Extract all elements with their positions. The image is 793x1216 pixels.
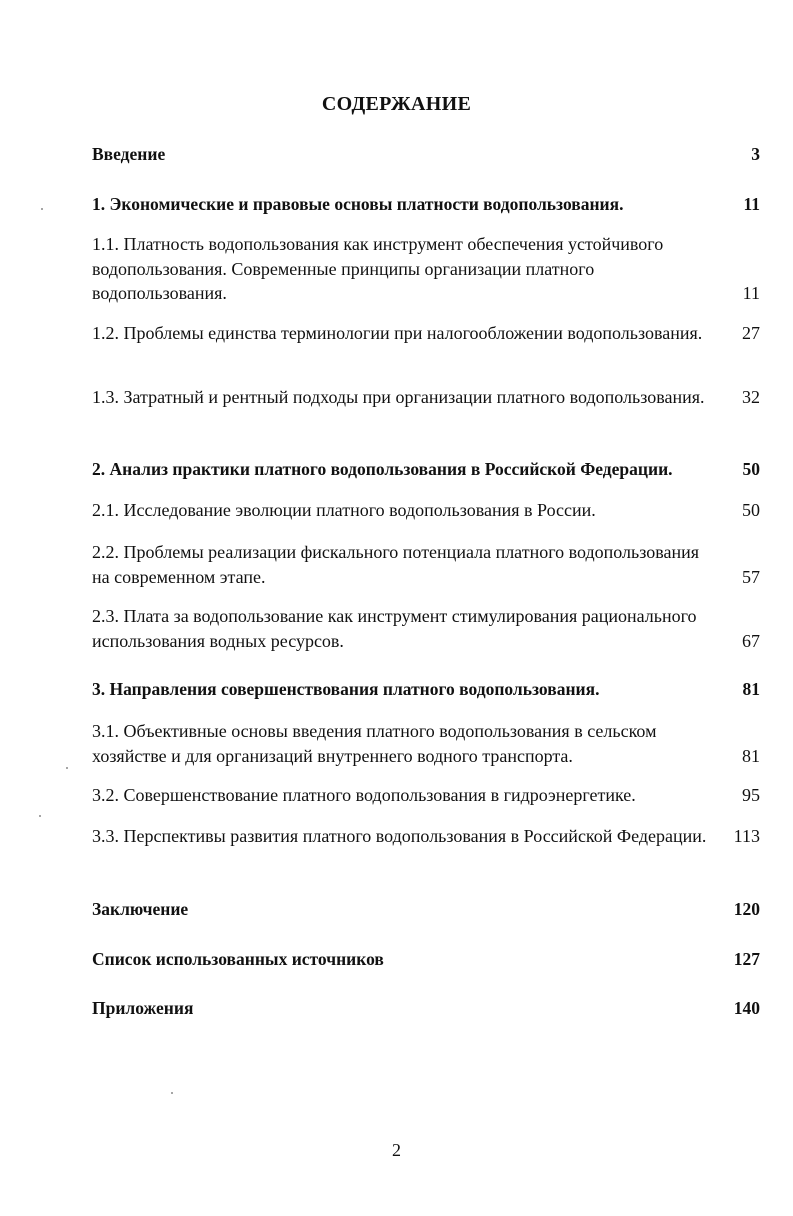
scan-speck <box>66 767 68 769</box>
toc-entry-chapter-2 <box>92 457 760 482</box>
toc-entry-text: 2.2. Проблемы реализации фискального потенциала платного водопользования на современном этапе. <box>92 542 700 587</box>
toc-entry-section-3-2 <box>92 783 760 808</box>
toc-entry-text: 2.1. Исследование эволюции платного водопользования в России. <box>92 500 596 520</box>
toc-entry-section-2-2 <box>92 540 760 589</box>
toc-entry-page: 81 <box>742 679 760 699</box>
toc-entry-page: 11 <box>742 283 760 303</box>
toc-entry-text: Список использованных источников <box>92 949 384 969</box>
toc-entry-text: Заключение <box>92 899 189 919</box>
toc-entry-section-3-1 <box>92 719 760 768</box>
toc-entry-text: 3.2. Совершенствование платного водопользования в гидроэнергетике. <box>92 785 636 805</box>
toc-entry-text: 2. Анализ практики платного водопользования в Российской Федерации. <box>92 459 673 479</box>
toc-entry-section-3-3 <box>92 824 760 849</box>
toc-entry-page: 50 <box>742 459 760 479</box>
toc-entry-text: Введение <box>92 144 166 164</box>
toc-entry-chapter-1 <box>92 192 760 217</box>
toc-entry-appendices <box>92 996 760 1021</box>
toc-entry-text: Приложения <box>92 998 194 1018</box>
toc-entry-text: 1.1. Платность водопользования как инструмент обеспечения устойчивого водопользования. Современные принципы организации платного водопользования. <box>92 234 664 303</box>
toc-entry-page: 67 <box>742 630 760 651</box>
toc-entry-section-1-3 <box>92 385 760 410</box>
toc-entry-text: 1. Экономические и правовые основы платности водопользования. <box>92 194 624 214</box>
toc-entry-page: 127 <box>733 949 760 969</box>
toc-entry-text: 1.3. Затратный и рентный подходы при организации платного водопользования. <box>92 387 705 407</box>
toc-entry-introduction <box>92 142 760 167</box>
toc-entry-section-2-1 <box>92 498 760 523</box>
toc-entry-page: 81 <box>742 745 760 766</box>
page-number: 2 <box>392 1140 401 1160</box>
toc-entry-page: 140 <box>733 998 760 1018</box>
scan-speck <box>171 1092 173 1094</box>
toc-entry-page: 57 <box>742 566 760 587</box>
toc-entry-text: 1.2. Проблемы единства терминологии при налогообложении водопользования. <box>92 323 703 343</box>
toc-entry-page: 32 <box>742 387 760 407</box>
toc-entry-page: 120 <box>733 899 760 919</box>
toc-entry-page: 27 <box>742 323 760 343</box>
toc-entry-text: 3. Направления совершенствования платного водопользования. <box>92 679 600 699</box>
toc-entry-text: 2.3. Плата за водопользование как инструмент стимулирования рационального использования водных ресурсов. <box>92 606 697 651</box>
toc-entry-text: 3.1. Объективные основы введения платного водопользования в сельском хозяйстве и для организаций внутреннего водного транспорта. <box>92 721 657 766</box>
toc-entry-section-1-2 <box>92 321 760 346</box>
page-title: СОДЕРЖАНИЕ <box>321 93 472 115</box>
toc-entry-page: 11 <box>743 194 760 214</box>
toc-entry-text: 3.3. Перспективы развития платного водопользования в Российской Федерации. <box>92 826 707 846</box>
scan-speck <box>39 815 41 817</box>
toc-entry-conclusion <box>92 897 760 922</box>
toc-entry-chapter-3 <box>92 677 760 702</box>
scan-speck <box>41 208 43 210</box>
toc-entry-section-2-3 <box>92 604 760 653</box>
toc-entry-page: 113 <box>733 826 760 846</box>
toc-entry-section-1-1 <box>92 232 760 306</box>
toc-entry-references <box>92 947 760 972</box>
toc-entry-page: 3 <box>751 144 760 164</box>
toc-entry-page: 50 <box>742 500 760 520</box>
toc-entry-page: 95 <box>742 785 760 805</box>
